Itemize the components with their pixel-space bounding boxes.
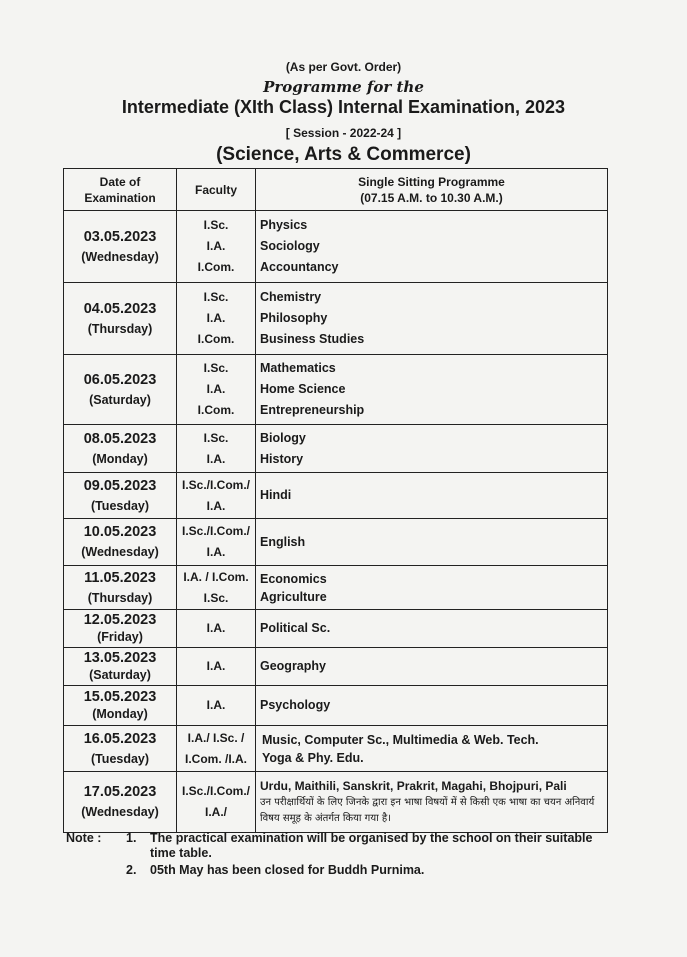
date-cell: 11.05.2023 (Thursday) [64,566,177,610]
subject-cell: English [256,519,608,566]
faculty-cell: I.Sc. I.A. I.Com. [177,283,256,355]
exam-schedule-table [63,168,608,833]
streams-line: (Science, Arts & Commerce) [216,144,471,165]
date-cell: 08.05.2023 (Monday) [64,425,177,473]
subject-cell: Chemistry Philosophy Business Studies [256,283,608,355]
header-date: Date of Examination [64,169,177,211]
subject-cell: Biology History [256,425,608,473]
hindi-language-note: उन परीक्षार्थियों के लिए जिनके द्वारा इन भाषा विषयों में से किसी एक भाषा का चयन अनिवार्य विषय समूह के अंतर्गत किया गया है। [260,797,595,824]
faculty-cell: I.A. [177,648,256,686]
date-cell: 10.05.2023 (Wednesday) [64,519,177,566]
date-cell: 06.05.2023 (Saturday) [64,355,177,425]
date-cell: 15.05.2023 (Monday) [64,686,177,726]
subject-cell: Mathematics Home Science Entrepreneurship [256,355,608,425]
faculty-cell: I.Sc. I.A. [177,425,256,473]
table-row [64,566,608,610]
subject-cell: Economics Agriculture [256,566,608,610]
table-row [64,726,608,772]
table-row [64,772,608,833]
faculty-cell: I.Sc./I.Com./ I.A./ [177,772,256,833]
table-row [64,283,608,355]
faculty-cell: I.Sc. I.A. I.Com. [177,211,256,283]
table-row [64,355,608,425]
header-programme: Single Sitting Programme (07.15 A.M. to 10.30 A.M.) [256,169,608,211]
faculty-cell: I.A. [177,686,256,726]
header-faculty: Faculty [177,169,256,211]
faculty-cell: I.A./ I.Sc. / I.Com. /I.A. [177,726,256,772]
subject-cell: Hindi [256,473,608,519]
table-header-row [64,169,608,211]
faculty-cell: I.A. [177,610,256,648]
table-row [64,473,608,519]
date-cell: 03.05.2023 (Wednesday) [64,211,177,283]
date-cell: 09.05.2023 (Tuesday) [64,473,177,519]
date-cell: 12.05.2023 (Friday) [64,610,177,648]
table-row [64,686,608,726]
session-line: [ Session - 2022-24 ] [285,126,402,140]
date-cell: 04.05.2023 (Thursday) [64,283,177,355]
date-cell: 16.05.2023 (Tuesday) [64,726,177,772]
subject-cell: Music, Computer Sc., Multimedia & Web. Tech. Yoga & Phy. Edu. [256,726,608,772]
table-row [64,519,608,566]
table-row [64,211,608,283]
govt-order-line: (As per Govt. Order) [285,60,402,74]
subject-cell: Geography [256,648,608,686]
exam-title: Intermediate (XIth Class) Internal Examination, 2023 [121,97,566,117]
faculty-cell: I.Sc./I.Com./ I.A. [177,519,256,566]
table-row [64,648,608,686]
note-label: Note : [66,831,102,845]
date-cell: 13.05.2023 (Saturday) [64,648,177,686]
programme-line: Programme for the [263,78,424,96]
faculty-cell: I.A. / I.Com. I.Sc. [177,566,256,610]
table-row [64,610,608,648]
faculty-cell: I.Sc. I.A. I.Com. [177,355,256,425]
subject-cell: Physics Sociology Accountancy [256,211,608,283]
table-row [64,425,608,473]
faculty-cell: I.Sc./I.Com./ I.A. [177,473,256,519]
date-cell: 17.05.2023 (Wednesday) [64,772,177,833]
subject-cell: Political Sc. [256,610,608,648]
subject-cell: Psychology [256,686,608,726]
subject-cell: Urdu, Maithili, Sanskrit, Prakrit, Magahi, Bhojpuri, Pali उन परीक्षार्थियों के लिए जिनके द्वारा इन भाषा विषयों में से किसी एक भाषा का चयन अनिवार्य विषय समूह के अंतर्गत किया गया है। [256,772,608,833]
